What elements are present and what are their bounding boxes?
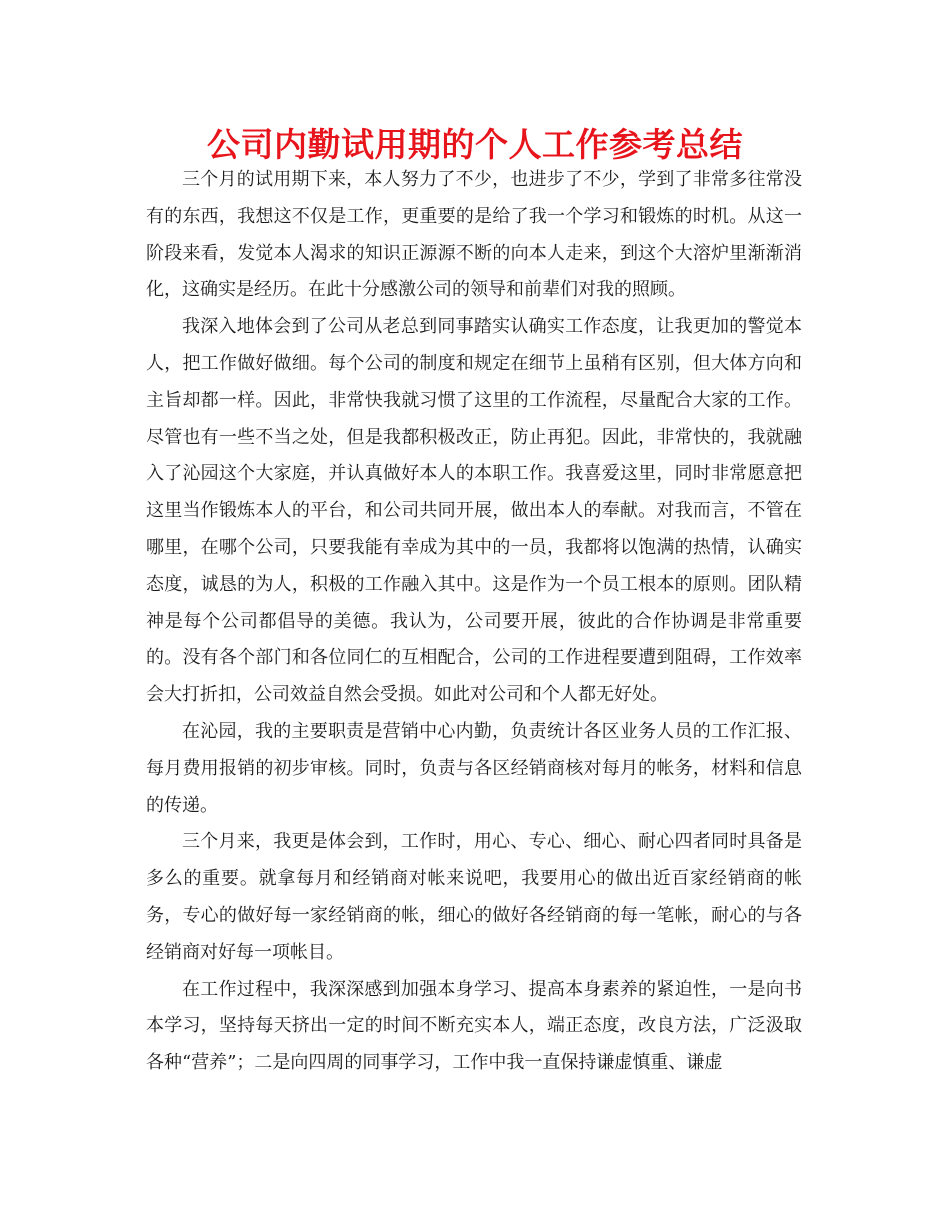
paragraph-3: 在沁园，我的主要职责是营销中心内勤，负责统计各区业务人员的工作汇报、每月费用报销的初步审核。同时，负责与各区经销商核对每月的帐务，材料和信息的传递。 (146, 720, 802, 816)
paragraph-1: 三个月的试用期下来，本人努力了不少，也进步了不少，学到了非常多往常没有的东西，我想这不仅是工作，更重要的是给了我一个学习和锻炼的时机。从这一阶段来看，发觉本人渴求的知识正源源不断的向本人走来，到这个大溶炉里渐渐消化，这确实是经历。在此十分感激公司的领导和前辈们对我的照顾。 (146, 169, 802, 301)
paragraph-4: 三个月来，我更是体会到，工作时，用心、专心、细心、耐心四者同时具备是多么的重要。就拿每月和经销商对帐来说吧，我要用心的做出近百家经销商的帐务，专心的做好每一家经销商的帐，细心的做好各经销商的每一笔帐，耐心的与各经销商对好每一项帐目。 (146, 831, 802, 963)
paragraph-2: 我深入地体会到了公司从老总到同事踏实认确实工作态度，让我更加的警觉本人，把工作做好做细。每个公司的制度和规定在细节上虽稍有区别，但大体方向和主旨却都一样。因此，非常快我就习惯了这里的工作流程，尽量配合大家的工作。尽管也有一些不当之处，但是我都积极改正，防止再犯。因此，非常快的，我就融入了沁园这个大家庭，并认真做好本人的本职工作。我喜爱这里，同时非常愿意把这里当作锻炼本人的平台，和公司共同开展，做出本人的奉献。对我而言，不管在哪里，在哪个公司，只要我能有幸成为其中的一员，我都将以饱满的热情，认确实态度，诚恳的为人，积极的工作融入其中。这是作为一个员工根本的原则。团队精神是每个公司都倡导的美德。我认为，公司要开展，彼此的合作协调是非常重要的。没有各个部门和各位同仁的互相配合，公司的工作进程要遭到阻碍，工作效率会大打折扣，公司效益自然会受损。如此对公司和个人都无好处。 (146, 316, 802, 706)
paragraph-5: 在工作过程中，我深深感到加强本身学习、提高本身素养的紧迫性，一是向书本学习，坚持每天挤出一定的时间不断充实本人，端正态度，改良方法，广泛汲取各种“营养”；二是向四周的同事学习，工作中我一直保持谦虚慎重、谦虚 (146, 978, 802, 1074)
document-title: 公司内勤试用期的个人工作参考总结 (207, 125, 743, 164)
document-body (146, 162, 802, 1082)
